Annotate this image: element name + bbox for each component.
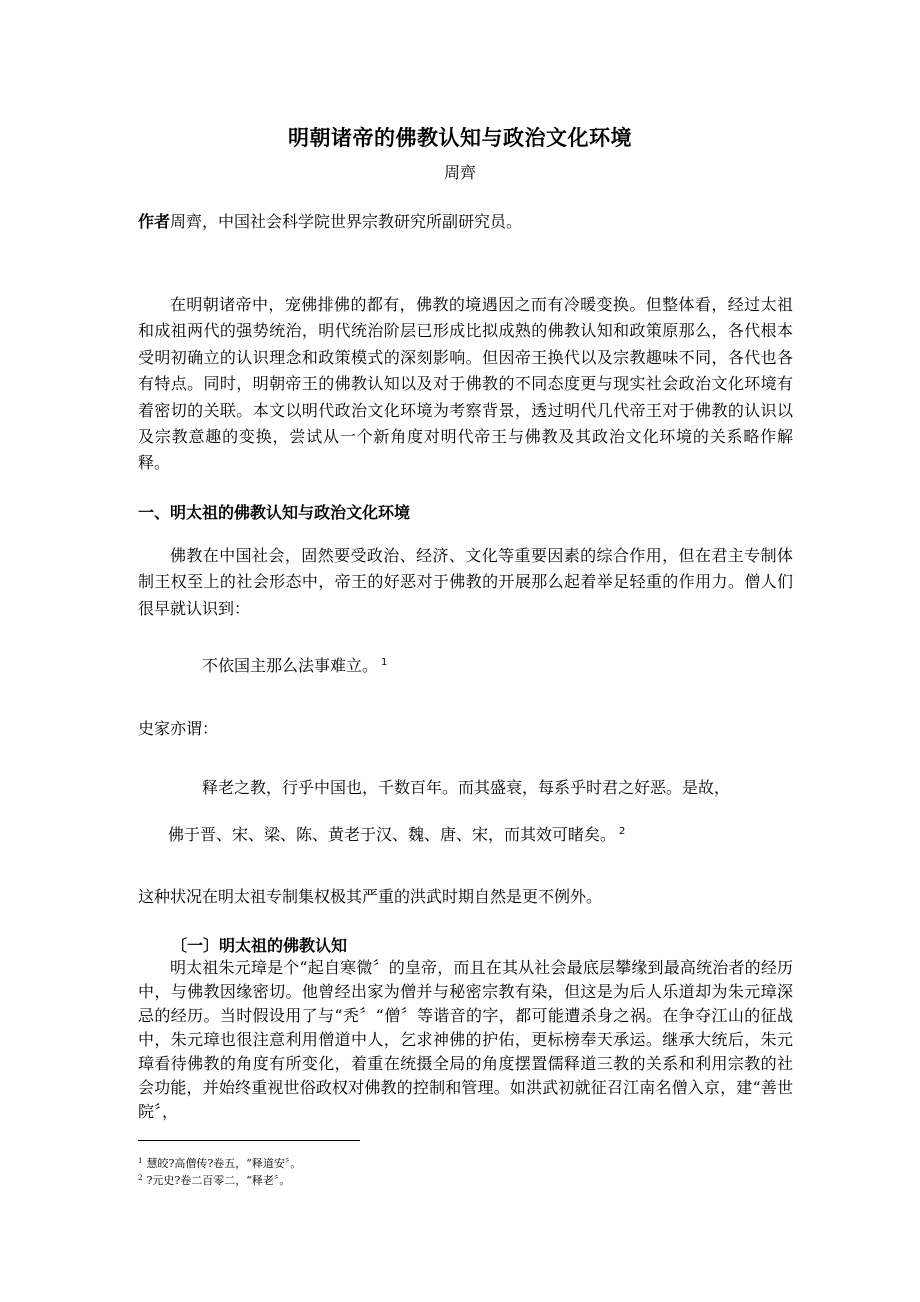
footnote-2: [138, 1172, 290, 1188]
historian-intro: 史家亦谓：: [138, 719, 219, 738]
footnote-2-number: 2: [138, 1174, 143, 1182]
author-bio-text: 周齊，中国社会科学院世界宗教研究所副研究员。: [170, 212, 523, 231]
footnote-1-number: 1: [138, 1157, 143, 1165]
footnote-1-text: 慧皎?高僧传?卷五，“释道安〞。: [146, 1157, 302, 1170]
quote-2-text: 佛于晋、宋、梁、陈、黄老于汉、魏、唐、宋，而其效可睹矣。: [168, 825, 617, 844]
subsection-1-heading: 〔一〕明太祖的佛教认知: [171, 936, 348, 955]
footnote-1: [138, 1155, 301, 1171]
quote-2-line-2: [168, 822, 625, 845]
subsection-1-paragraph: 明太祖朱元璋是个“起自寒微〞的皇帝，而且在其从社会最底层攀缘到最高统治者的经历中，与佛教因缘密切。他曾经出家为僧并与秘密宗教有染，但这是为后人乐道却为朱元璋深忌的经历。当时假设用了与“秃〞“僧〞等谐音的字，都可能遭杀身之祸。在争夺江山的征战中，朱元璋也很注意利用僧道中人，乞求神佛的护佑，更标榜奉天承运。继承大统后，朱元璋看待佛教的角度有所变化，着重在统摄全局的角度摆置儒释道三教的关系和利用宗教的社会功能，并始终重视世俗政权对佛教的控制和管理。如洪武初就征召江南名僧入京，建“善世院〞，: [138, 958, 793, 1121]
quote-2-line-1: 释老之教，行乎中国也，千数百年。而其盛衰，每系乎时君之好恶。是故，: [202, 778, 731, 797]
page-title: 明朝诸帝的佛教认知与政治文化环境: [288, 126, 632, 150]
footnote-ref-2[interactable]: 2: [619, 826, 626, 837]
footnote-ref-1[interactable]: 1: [381, 657, 388, 668]
section-1-conclusion: 这种状况在明太祖专制集权极其严重的洪武时期自然是更不例外。: [138, 887, 603, 906]
quote-1: [202, 653, 387, 676]
author-bio-label: 作者: [138, 212, 171, 231]
section-1-paragraph: 佛教在中国社会，固然要受政治、经济、文化等重要因素的综合作用，但在君主专制体制王权至上的社会形态中，帝王的好恶对于佛教的开展那么起着举足轻重的作用力。僧人们很早就认识到：: [138, 546, 793, 618]
quote-1-text: 不依国主那么法事难立。: [202, 656, 379, 675]
author-bio: [138, 209, 522, 232]
section-1-heading: 一、明太祖的佛教认知与政治文化环境: [138, 503, 411, 522]
intro-paragraph: 在明朝诸帝中，宠佛排佛的都有，佛教的境遇因之而有冷暖变换。但整体看，经过太祖和成祖两代的强势统治，明代统治阶层已形成比拟成熟的佛教认知和政策原那么，各代根本受明初确立的认识理念和政策模式的深刻影响。但因帝王换代以及宗教趣味不同，各代也各有特点。同时，明朝帝王的佛教认知以及对于佛教的不同态度更与现实社会政治文化环境有着密切的关联。本文以明代政治文化环境为考察背景，透过明代几代帝王对于佛教的认识以及宗教意趣的变换，尝试从一个新角度对明代帝王与佛教及其政治文化环境的关系略作解释。: [138, 295, 793, 473]
footnote-2-text: ?元史?卷二百零二，“释老〞。: [146, 1174, 291, 1187]
footnote-divider: [138, 1140, 360, 1141]
author-name: 周齊: [443, 163, 476, 182]
